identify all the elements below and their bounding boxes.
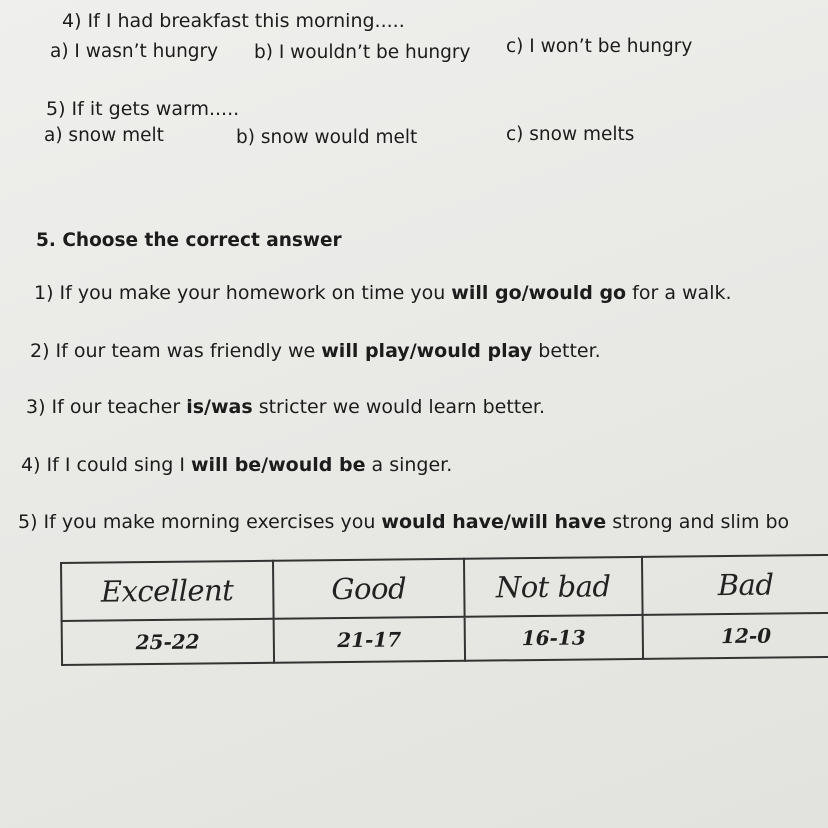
item-text: 4) If I could sing I (21, 454, 191, 476)
score-cell (465, 615, 643, 661)
grading-header-row (61, 555, 828, 621)
q5-option-a: a) snow melt (44, 125, 164, 146)
score-range: 21-17 (337, 627, 402, 653)
section5-item-1 (34, 282, 732, 304)
item-choices: would have/will have (381, 511, 607, 533)
item-choices: will go/would go (451, 282, 627, 304)
score-cell (642, 613, 828, 659)
grade-cell (464, 557, 642, 617)
item-choices: will play/would play (321, 340, 533, 362)
grade-label: Excellent (100, 573, 234, 609)
section5-item-3 (26, 396, 545, 418)
score-range: 16-13 (521, 625, 586, 651)
q4-option-a: a) I wasn’t hungry (50, 41, 219, 62)
grading-table (60, 554, 828, 666)
grade-cell (61, 561, 273, 621)
item-text: better. (532, 340, 601, 362)
item-text: for a walk. (626, 282, 732, 304)
score-range: 25-22 (135, 629, 200, 655)
item-text: 1) If you make your homework on time you (34, 282, 452, 304)
score-cell (62, 619, 274, 665)
q5-stem: 5) If it gets warm..... (46, 98, 240, 120)
grade-cell (642, 555, 828, 615)
grade-label: Not bad (495, 569, 611, 605)
grade-label: Bad (717, 567, 774, 603)
item-text: 3) If our teacher (26, 396, 187, 418)
item-text: strong and slim bo (606, 511, 790, 533)
item-choices: is/was (186, 396, 253, 418)
q4-stem: 4) If I had breakfast this morning..... (62, 10, 405, 32)
item-text: stricter we would learn better. (252, 396, 546, 418)
q4-option-b: b) I wouldn’t be hungry (254, 42, 471, 63)
section-heading: 5. Choose the correct answer (36, 230, 342, 251)
score-range: 12-0 (720, 623, 772, 649)
item-text: a singer. (365, 454, 453, 476)
item-choices: will be/would be (190, 454, 366, 476)
item-text: 2) If our team was friendly we (30, 340, 322, 362)
grade-label: Good (331, 571, 407, 607)
section5-item-4 (21, 454, 452, 476)
grading-score-row (62, 613, 828, 665)
section5-item-2 (30, 340, 601, 362)
grade-cell (273, 559, 465, 619)
section5-item-5 (18, 511, 789, 533)
q5-option-c: c) snow melts (506, 124, 635, 145)
item-text: 5) If you make morning exercises you (18, 511, 382, 533)
q5-option-b: b) snow would melt (236, 127, 418, 148)
q4-option-c: c) I won’t be hungry (506, 36, 693, 57)
score-cell (273, 617, 465, 663)
